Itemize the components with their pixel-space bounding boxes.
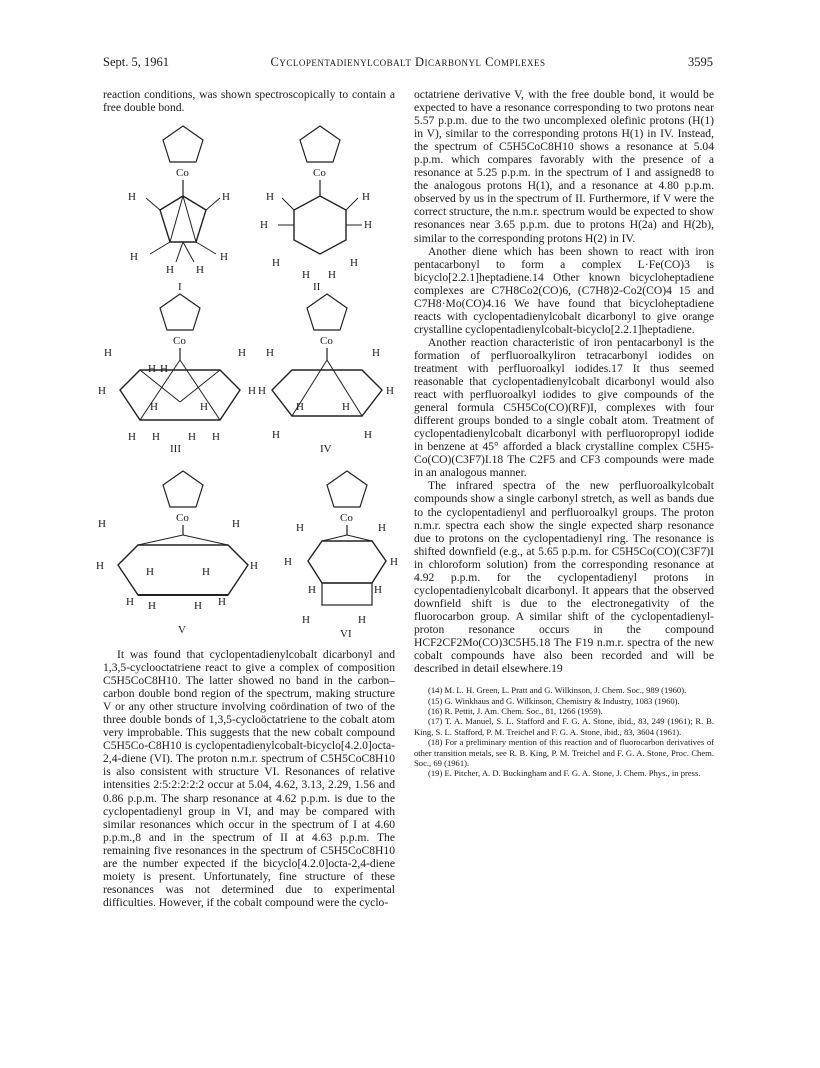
svg-text:H: H [374,584,382,596]
structure-V [98,465,268,645]
svg-text:H: H [96,560,104,572]
header-date: Sept. 5, 1961 [103,55,169,69]
svg-text:H: H [250,560,258,572]
svg-text:H: H [194,600,202,612]
svg-text:H: H [222,191,230,203]
svg-text:H: H [302,614,310,626]
svg-text:H: H [232,518,240,530]
svg-text:H: H [390,556,398,568]
reference-16: (16) R. Pettit, J. Am. Chem. Soc., 81, 1266 (1959). [428,705,603,716]
svg-text:VI: VI [340,628,352,640]
left-column-top [103,88,395,114]
svg-text:H: H [166,264,174,276]
svg-text:Co: Co [176,512,189,524]
left-column-bottom [103,648,395,909]
svg-text:Co: Co [313,167,326,179]
svg-text:H: H [266,347,274,359]
svg-text:H: H [364,429,372,441]
svg-text:H: H [238,347,246,359]
svg-text:H: H [296,522,304,534]
svg-text:H: H [98,385,106,397]
left-top-paragraph: reaction conditions, was shown spectroscopically to contain a free double bond. [103,88,395,115]
svg-text:H: H [126,596,134,608]
svg-text:H: H [328,269,336,281]
svg-text:V: V [178,624,186,636]
svg-text:H: H [104,347,112,359]
svg-text:H: H [296,401,304,413]
right-paragraph-2: Another diene which has been shown to react with iron pentacarbonyl to form a complex L·Fe(CO)3 is bicyclo[2.2.1]heptadiene.14 Other known bicycloheptadiene complexes are C7H8Co2(CO)6, (C7H8)2-Co2(CO)4 15 and C7H8·Mo(CO)4.16 We have found that bicycloheptadiene reacts with cyclopentadienylcobalt dicarbonyl to give orange crystalline cyclopentadienylcobalt-bicyclo[2.2.1]heptadiene. [414,244,714,336]
structure-IV [258,290,422,460]
svg-text:III: III [170,443,181,455]
svg-text:Co: Co [340,512,353,524]
svg-text:H: H [372,347,380,359]
svg-text:H: H [196,264,204,276]
svg-text:H: H [218,596,226,608]
reference-15: (15) G. Winkhaus and G. Wilkinson, Chemistry & Industry, 1083 (1960). [428,695,680,706]
svg-text:H: H [148,600,156,612]
svg-text:H: H [128,431,136,443]
svg-text:H: H [146,566,154,578]
svg-text:H: H [188,431,196,443]
left-main-paragraph: It was found that cyclopentadienylcobalt dicarbonyl and 1,3,5-cyclooctatriene react to give a complex of composition C5H5CoC8H10. The latter showed no band in the carbon–carbon double bond region of the spectrum, making structure V or any other structure involving coördination of two of the three double bonds of 1,3,5-cycloöctatriene to the cobalt atom very improbable. This suggests that the new cobalt compound C5H5Co-C8H10 is cyclopentadienylcobalt-bicyclo[4.2.0]octa-2,4-diene (VI). The proton n.m.r. spectrum of C5H5CoC8H10 is also consistent with structure VI. Resonances of relative intensities 2:5:2:2:2:2 occur at 5.04, 4.62, 3.13, 2.29, 1.56 and 0.86 p.p.m. The sharp resonance at 4.62 p.p.m. is due to the cyclopentadienyl group in VI, and may be compared with similar resonances which occur in the spectrum of I at 4.60 p.p.m.,8 and in the spectrum of II at 4.63 p.p.m. The remaining five resonances in the spectrum of C5H5CoC8H10 are the number expected if the bicyclo[4.2.0]octa-2,4-diene moiety is present. Unfortunately, fine structure of these resonances was not determined due to experimental difficulties. However, if the cobalt compound were the cyclo- [103,648,395,909]
svg-text:H: H [248,385,256,397]
svg-text:H: H [272,257,280,269]
svg-text:H: H [308,584,316,596]
svg-text:I: I [178,281,182,293]
structure-III [100,290,260,460]
svg-text:H: H [148,363,156,375]
reference-17: (17) T. A. Manuel, S. L. Stafford and F. G. A. Stone, ibid., 83, 249 (1961); R. B. King, S. L. Stafford, P. M. Treichel and F. G. A. Stone, ibid., 83, 3604 (1961). [414,716,714,737]
reference-19: (19) E. Pitcher, A. D. Buckingham and F. G. A. Stone, J. Chem. Phys., in press. [428,768,701,779]
svg-text:H: H [386,385,394,397]
svg-text:IV: IV [320,443,332,455]
svg-text:H: H [378,522,386,534]
svg-text:H: H [258,385,266,397]
svg-text:H: H [98,518,106,530]
reference-18: (18) For a preliminary mention of this reaction and of fluorocarbon derivatives of other transition metals, see R. B. King, P. M. Treichel and F. G. A. Stone, Proc. Chem. Soc., 69 (1961). [414,737,714,768]
svg-text:II: II [313,281,321,293]
svg-text:Co: Co [176,167,189,179]
svg-text:H: H [152,431,160,443]
svg-text:H: H [128,191,136,203]
right-column [414,88,714,779]
header-title: Cyclopentadienylcobalt Dicarbonyl Complexes [270,55,546,69]
right-paragraph-4: The infrared spectra of the new perfluoroalkylcobalt compounds show a single carbonyl stretch, as well as bands due to the cyclopentadienyl and perfluoroalkyl groups. The proton n.m.r. spectra each show the single expected sharp resonance due to protons on the cyclopentadienyl ring. The resonance is shifted downfield (e.g., at 5.65 p.p.m. for C5H5Co(CO)(C3F7)I in chloroform solution) from the corresponding resonance at 4.92 p.p.m. for the cyclopentadienyl protons in cyclopentadienylcobalt dicarbonyl. It appears that the observed downfield shift is due to the electronegativity of the fluorocarbon group. A similar shift of the cyclopentadienyl-proton resonance occurs in the compound HCF2CF2Mo(CO)3C5H5.18 The F19 n.m.r. spectra of the new cobalt compounds have also been recorded and will be described in detail elsewhere.19 [414,479,714,676]
svg-text:Co: Co [320,335,333,347]
svg-text:H: H [212,431,220,443]
svg-text:H: H [200,401,208,413]
svg-text:H: H [358,614,366,626]
svg-text:H: H [266,191,274,203]
right-paragraph-1: octatriene derivative V, with the free double bond, it would be expected to have a resonance corresponding to two protons near 5.57 p.p.m. due to the two uncomplexed olefinic protons (H(1) in V), similar to the corresponding protons H(1) in IV. Instead, the spectrum of C5H5CoC8H10 shows a resonance at 5.04 p.p.m. which compares favorably with the presence of a resonance at 5.25 p.p.m. in the spectrum of I and assigned8 to the analogous protons H(1), and a resonance at 4.80 p.p.m. observed by us in the spectrum of II. Furthermore, if V were the correct structure, the n.m.r. spectrum would be expected to show resonances near 3.65 p.p.m. due to protons H(2a) and H(2b), similar to the corresponding protons H(2) in IV. [414,88,714,245]
svg-text:H: H [362,191,370,203]
svg-text:H: H [364,219,372,231]
svg-text:H: H [160,363,168,375]
svg-text:H: H [350,257,358,269]
references [414,685,714,779]
reference-14: (14) M. L. H. Green, L. Pratt and G. Wilkinson, J. Chem. Soc., 989 (1960). [428,685,687,696]
svg-text:Co: Co [173,335,186,347]
structure-II [258,118,388,303]
svg-text:H: H [302,269,310,281]
svg-text:H: H [272,429,280,441]
svg-text:H: H [284,556,292,568]
svg-text:H: H [150,401,158,413]
page-number: 3595 [688,55,713,69]
svg-text:H: H [130,251,138,263]
structure-I [118,118,248,303]
svg-text:H: H [260,219,268,231]
svg-text:H: H [220,251,228,263]
svg-text:H: H [202,566,210,578]
right-paragraph-3: Another reaction characteristic of iron pentacarbonyl is the formation of perfluoroalkyliron tetracarbonyl iodides on treatment with perfluoroalkyl iodides.17 It thus seemed reasonable that cyclopentadienylcobalt dicarbonyl would also react with perfluoroalkyl iodides to give compounds of the general formula C5H5Co(CO)(RF)I, complexes with four different groups bonded to a single cobalt atom. Treatment of cyclopentadienylcobalt dicarbonyl with perfluoropropyl iodide in benzene at 45° afforded a black crystalline complex C5H5-Co(CO)(C3F7)I.18 The C2F5 and CF3 compounds were made in an analogous manner. [414,335,714,480]
svg-text:H: H [342,401,350,413]
structure-VI [282,465,412,645]
